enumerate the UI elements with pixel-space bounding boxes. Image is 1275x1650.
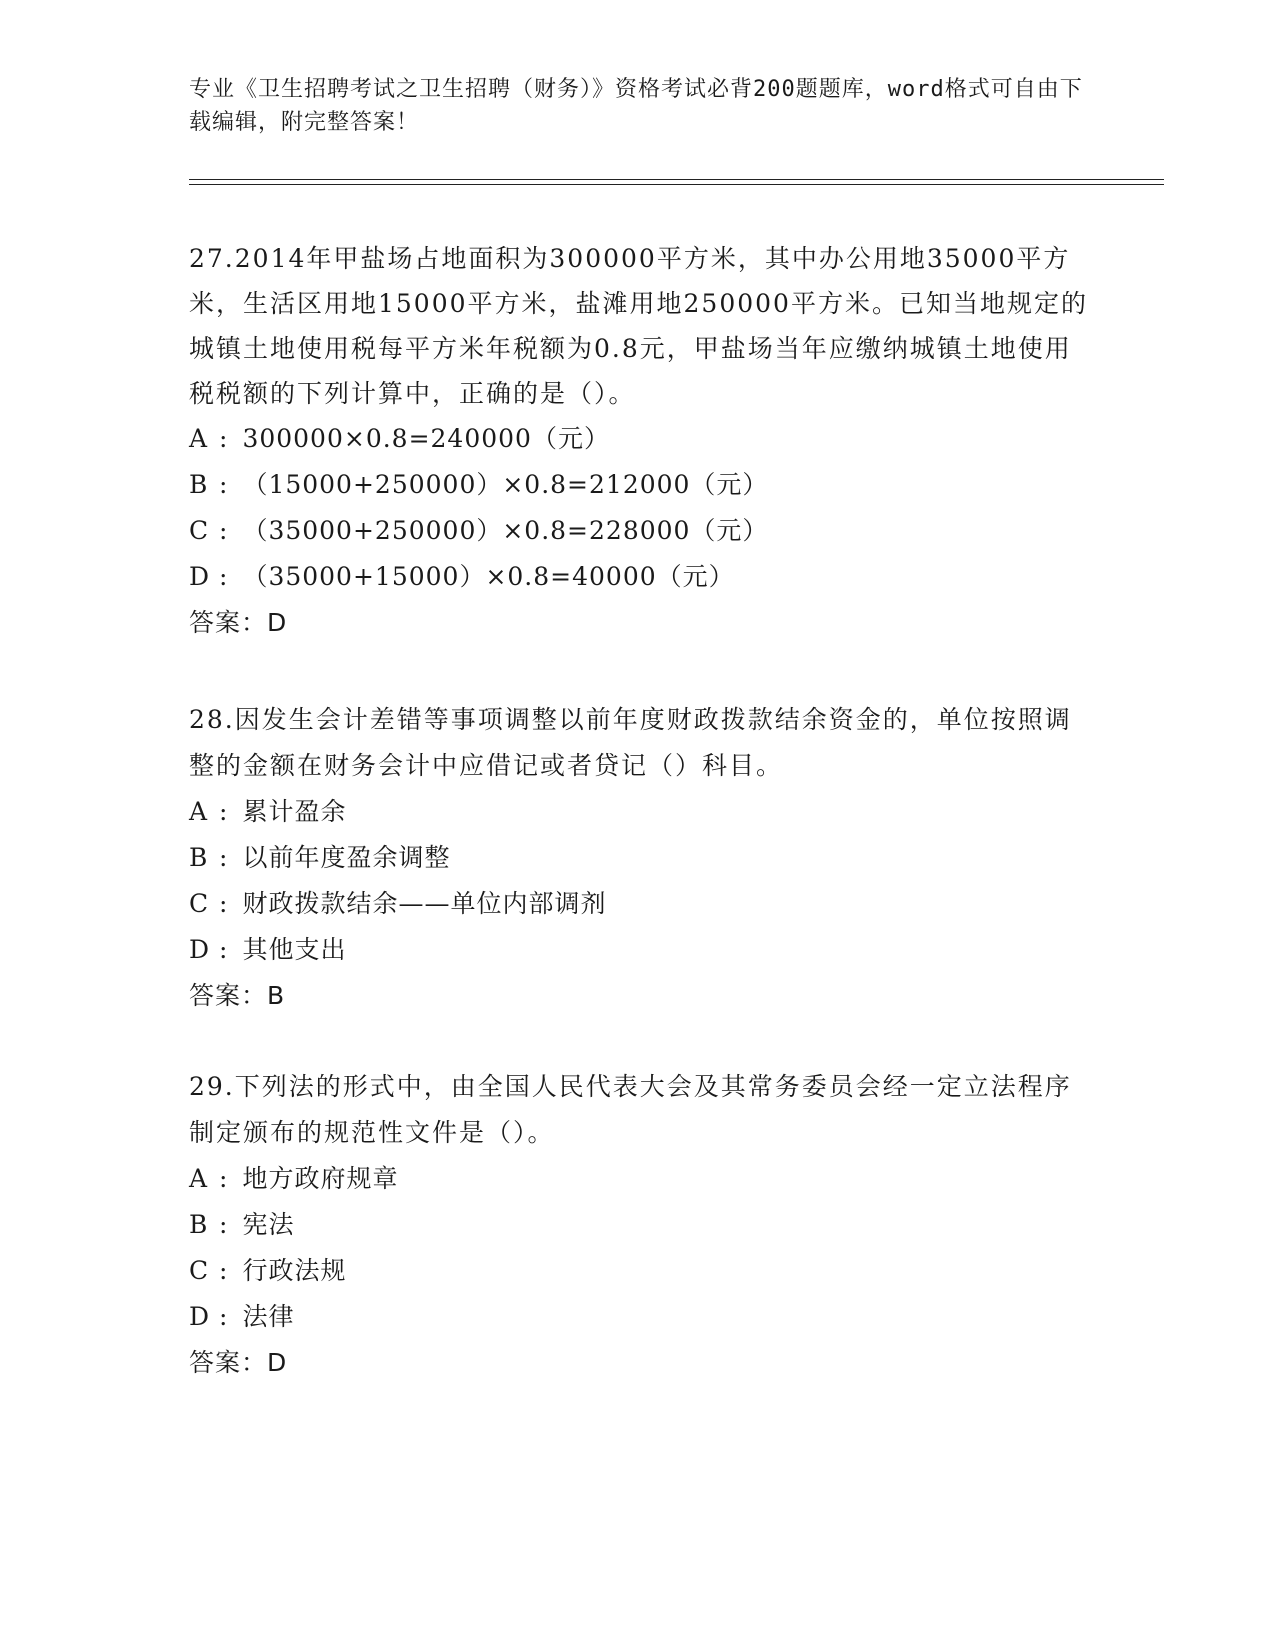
option-text: 300000×0.8=240000（元） [242, 424, 610, 453]
option-text: 累计盈余 [242, 797, 347, 826]
option-text: 宪法 [242, 1210, 295, 1239]
option-text: 财政拨款结余——单位内部调剂 [242, 889, 607, 918]
answer-line: 答案：B [189, 981, 286, 1010]
option-text: 以前年度盈余调整 [242, 843, 451, 872]
question-29 [189, 1064, 1089, 1386]
option-separator: : [219, 1256, 229, 1285]
question-stem: 28.因发生会计差错等事项调整以前年度财政拨款结余资金的，单位按照调整的金额在财务会计中应借记或者贷记（）科目。 [189, 705, 1072, 780]
option-letter: D [189, 562, 211, 591]
option-a [189, 1156, 1089, 1202]
answer-line: 答案：D [189, 608, 288, 637]
option-list [189, 416, 1089, 600]
option-separator: : [219, 562, 229, 591]
option-c [189, 1248, 1089, 1294]
option-text: 地方政府规章 [242, 1164, 399, 1193]
document-header: 专业《卫生招聘考试之卫生招聘（财务）》资格考试必背200题题库，word格式可自由下载编辑，附完整答案！ [189, 77, 1083, 135]
option-text: （35000+15000）×0.8=40000（元） [242, 562, 735, 591]
option-list [189, 1156, 1089, 1340]
option-separator: : [219, 424, 229, 453]
option-separator: : [219, 843, 229, 872]
question-28 [189, 697, 1089, 1019]
question-stem: 29.下列法的形式中，由全国人民代表大会及其常务委员会经一定立法程序制定颁布的规范性文件是（）。 [189, 1072, 1072, 1147]
option-d [189, 927, 1089, 973]
option-letter: B [189, 470, 209, 499]
option-separator: : [219, 797, 229, 826]
header-divider-top [189, 179, 1164, 180]
option-text: 法律 [242, 1302, 295, 1331]
option-separator: : [219, 1164, 229, 1193]
option-letter: C [189, 516, 210, 545]
option-d [189, 554, 1089, 600]
question-27 [189, 236, 1089, 646]
answer-line: 答案：D [189, 1348, 288, 1377]
option-separator: : [219, 470, 229, 499]
option-letter: C [189, 1256, 210, 1285]
option-separator: : [219, 1302, 229, 1331]
option-separator: : [219, 516, 229, 545]
question-stem: 27.2014年甲盐场占地面积为300000平方米，其中办公用地35000平方米，生活区用地15000平方米，盐滩用地250000平方米。已知当地规定的城镇土地使用税每平方米年税额为0.8元，甲盐场当年应缴纳城镇土地使用税税额的下列计算中，正确的是（）。 [189, 244, 1088, 408]
option-a [189, 416, 1089, 462]
option-letter: D [189, 1302, 211, 1331]
option-letter: C [189, 889, 210, 918]
option-letter: A [189, 424, 209, 453]
option-separator: : [219, 1210, 229, 1239]
option-separator: : [219, 889, 229, 918]
option-text: 行政法规 [242, 1256, 347, 1285]
option-separator: : [219, 935, 229, 964]
option-letter: A [189, 1164, 209, 1193]
option-c [189, 508, 1089, 554]
option-text: （35000+250000）×0.8=228000（元） [242, 516, 769, 545]
option-letter: A [189, 797, 209, 826]
option-b [189, 462, 1089, 508]
option-b [189, 1202, 1089, 1248]
option-a [189, 789, 1089, 835]
option-letter: D [189, 935, 211, 964]
option-list [189, 789, 1089, 973]
option-d [189, 1294, 1089, 1340]
option-b [189, 835, 1089, 881]
option-letter: B [189, 843, 209, 872]
option-c [189, 881, 1089, 927]
option-letter: B [189, 1210, 209, 1239]
option-text: 其他支出 [242, 935, 347, 964]
header-divider-bottom [189, 184, 1164, 185]
option-text: （15000+250000）×0.8=212000（元） [242, 470, 769, 499]
